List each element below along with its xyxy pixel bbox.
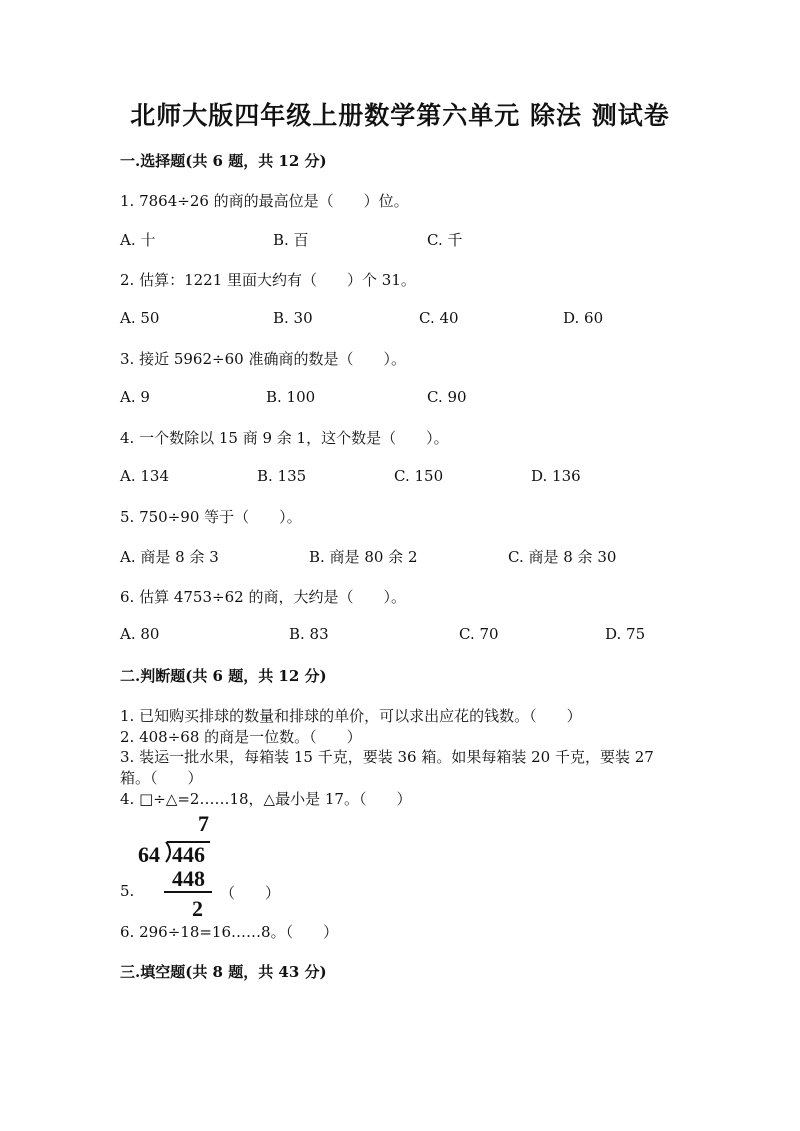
choice-question-1: 1. 7864÷26 的商的最高位是（ ）位。 — [120, 192, 409, 210]
choice-1-option-c: C. 千 — [427, 231, 463, 249]
choice-2-option-a: A. 50 — [120, 309, 160, 327]
choice-question-6: 6. 估算 4753÷62 的商，大约是（ ）。 — [120, 588, 406, 606]
choice-6-option-a: A. 80 — [120, 625, 160, 643]
choice-1-option-b: B. 百 — [273, 231, 309, 249]
judge-question-2: 2. 408÷68 的商是一位数。（ ） — [120, 728, 362, 746]
choice-4-option-d: D. 136 — [531, 467, 581, 485]
judge-question-3: 3. 装运一批水果，每箱装 15 千克，要装 36 箱。如果每箱装 20 千克，要装 27 — [120, 748, 654, 766]
judge-question-4: 4. □÷△=2……18，△最小是 17。（ ） — [120, 790, 412, 808]
choice-4-option-c: C. 150 — [394, 467, 444, 485]
choice-5-option-b: B. 商是 80 余 2 — [309, 548, 418, 566]
choice-4-option-b: B. 135 — [257, 467, 307, 485]
choice-question-4: 4. 一个数除以 15 商 9 余 1，这个数是（ ）。 — [120, 429, 449, 447]
long-division-quotient: 7 — [198, 811, 209, 836]
judge-question-5-label: 5. — [120, 882, 135, 900]
choice-question-2: 2. 估算：1221 里面大约有（ ）个 31。 — [120, 271, 416, 289]
choice-1-option-a: A. 十 — [120, 231, 156, 249]
choice-question-5: 5. 750÷90 等于（ ）。 — [120, 508, 302, 526]
choice-5-option-a: A. 商是 8 余 3 — [120, 548, 219, 566]
choice-2-option-b: B. 30 — [273, 309, 313, 327]
choice-3-option-c: C. 90 — [427, 388, 467, 406]
choice-question-3: 3. 接近 5962÷60 准确商的数是（ ）。 — [120, 350, 406, 368]
long-division-product: 448 — [172, 866, 205, 891]
judge-question-3-continued: 箱。（ ） — [120, 769, 203, 787]
section-heading-judge: 二.判断题(共 6 题，共 12 分) — [120, 667, 327, 685]
choice-3-option-a: A. 9 — [120, 388, 150, 406]
long-division-remainder: 2 — [192, 896, 203, 921]
choice-3-option-b: B. 100 — [266, 388, 316, 406]
section-heading-choice: 一.选择题(共 6 题，共 12 分) — [120, 152, 327, 170]
choice-5-option-c: C. 商是 8 余 30 — [508, 548, 617, 566]
choice-2-option-c: C. 40 — [419, 309, 459, 327]
long-division-figure — [120, 808, 230, 926]
judge-question-5-answer-blank: （ ） — [220, 884, 281, 902]
section-heading-fill: 三.填空题(共 8 题，共 43 分) — [120, 963, 327, 981]
long-division-divisor: 64 — [138, 842, 160, 867]
page-title: 北师大版四年级上册数学第六单元 除法 测试卷 — [130, 101, 670, 130]
judge-question-6: 6. 296÷18=16……8。（ ） — [120, 923, 339, 941]
choice-6-option-b: B. 83 — [289, 625, 329, 643]
judge-question-1: 1. 已知购买排球的数量和排球的单价，可以求出应花的钱数。（ ） — [120, 707, 582, 725]
choice-6-option-d: D. 75 — [605, 625, 646, 643]
choice-6-option-c: C. 70 — [459, 625, 499, 643]
choice-4-option-a: A. 134 — [120, 467, 169, 485]
choice-2-option-d: D. 60 — [563, 309, 604, 327]
long-division-dividend: 446 — [172, 842, 205, 867]
